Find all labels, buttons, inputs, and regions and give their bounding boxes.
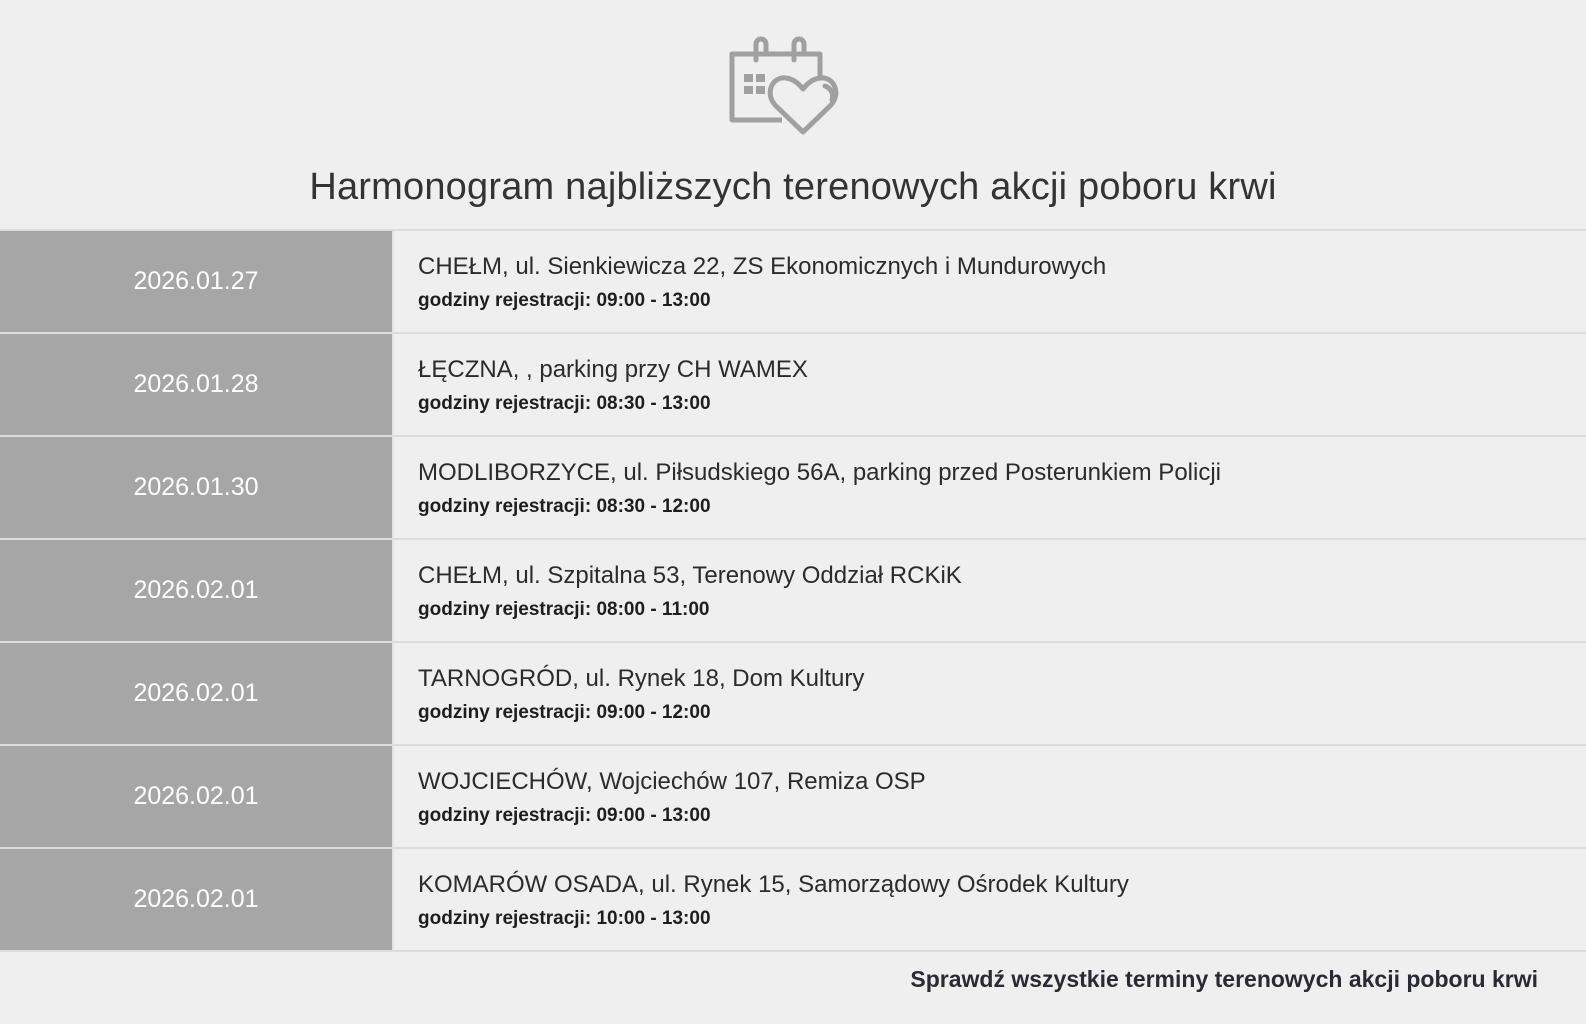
schedule-row[interactable] xyxy=(0,849,1586,952)
info-cell xyxy=(394,540,1586,641)
registration-hours: godziny rejestracji: 08:00 - 11:00 xyxy=(418,598,710,620)
schedule-list xyxy=(0,229,1586,952)
registration-hours: godziny rejestracji: 09:00 - 13:00 xyxy=(418,289,711,311)
location-text: CHEŁM, ul. Szpitalna 53, Terenowy Oddział RCKiK xyxy=(418,561,962,589)
location-text: KOMARÓW OSADA, ul. Rynek 15, Samorządowy Ośrodek Kultury xyxy=(418,870,1129,898)
location-text: ŁĘCZNA, , parking przy CH WAMEX xyxy=(418,355,808,383)
registration-hours: godziny rejestracji: 08:30 - 13:00 xyxy=(418,392,711,414)
schedule-row[interactable] xyxy=(0,643,1586,746)
all-dates-link[interactable]: Sprawdź wszystkie terminy terenowych akcji poboru krwi xyxy=(910,966,1538,992)
date-cell: 2026.02.01 xyxy=(0,849,394,950)
info-cell xyxy=(394,437,1586,538)
location-text: CHEŁM, ul. Sienkiewicza 22, ZS Ekonomicznych i Mundurowych xyxy=(418,252,1107,280)
info-cell xyxy=(394,643,1586,744)
schedule-row[interactable] xyxy=(0,540,1586,643)
calendar-heart-icon xyxy=(726,34,844,136)
schedule-row[interactable] xyxy=(0,231,1586,334)
date-cell: 2026.02.01 xyxy=(0,746,394,847)
schedule-row[interactable] xyxy=(0,437,1586,540)
location-text: WOJCIECHÓW, Wojciechów 107, Remiza OSP xyxy=(418,767,926,795)
registration-hours: godziny rejestracji: 09:00 - 12:00 xyxy=(418,701,711,723)
page-title: Harmonogram najbliższych terenowych akcji poboru krwi xyxy=(309,166,1277,208)
location-text: MODLIBORZYCE, ul. Piłsudskiego 56A, parking przed Posterunkiem Policji xyxy=(418,458,1221,486)
registration-hours: godziny rejestracji: 10:00 - 13:00 xyxy=(418,907,711,929)
registration-hours: godziny rejestracji: 09:00 - 13:00 xyxy=(418,804,711,826)
date-cell: 2026.01.28 xyxy=(0,334,394,435)
info-cell xyxy=(394,849,1586,950)
date-cell: 2026.02.01 xyxy=(0,540,394,641)
location-text: TARNOGRÓD, ul. Rynek 18, Dom Kultury xyxy=(418,664,865,692)
info-cell xyxy=(394,231,1586,332)
schedule-row[interactable] xyxy=(0,746,1586,849)
date-cell: 2026.01.27 xyxy=(0,231,394,332)
schedule-row[interactable] xyxy=(0,334,1586,437)
registration-hours: godziny rejestracji: 08:30 - 12:00 xyxy=(418,495,711,517)
date-cell: 2026.01.30 xyxy=(0,437,394,538)
date-cell: 2026.02.01 xyxy=(0,643,394,744)
info-cell xyxy=(394,334,1586,435)
info-cell xyxy=(394,746,1586,847)
